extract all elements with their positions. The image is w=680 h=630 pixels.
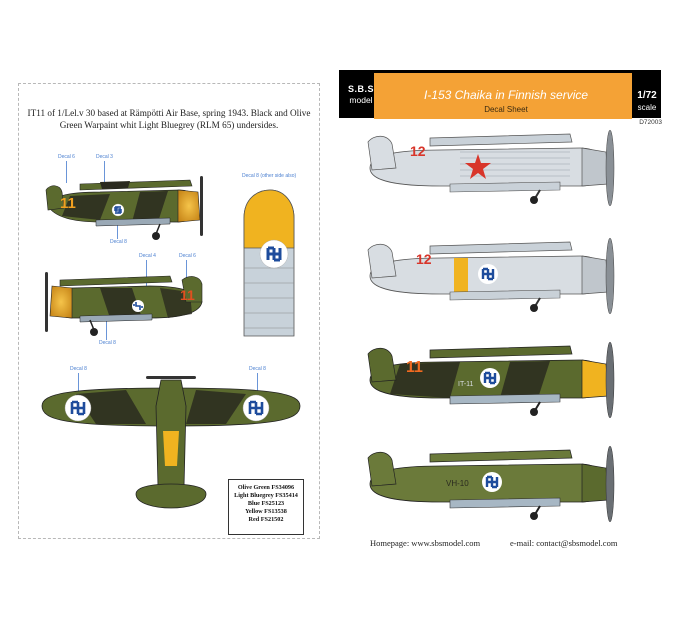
- profile-description: IT11 of 1/Lel.v 30 based at Rämpötti Air Base, spring 1943. Black and Olive Green Warpaint whit Light Bluegrey (RLM 65) undersides.: [27, 108, 311, 130]
- fuselage-code-it-11: IT-11: [458, 381, 474, 388]
- email-link[interactable]: e-mail: contact@sbsmodel.com: [510, 538, 618, 548]
- callout-decal-8-bottom: Decal 8: [99, 340, 116, 346]
- aircraft-profile-1: [360, 124, 630, 204]
- callout-rudder: Decal 8 (other side also): [242, 173, 297, 179]
- product-code: D72003: [639, 119, 662, 126]
- fuselage-code-vh-10: VH-10: [446, 479, 469, 488]
- color-light-bluegrey: Light Bluegrey FS35414: [234, 492, 298, 499]
- fuselage-code-top: 11: [60, 195, 76, 212]
- color-legend: [228, 479, 304, 535]
- color-yellow: Yellow FS13538: [245, 508, 287, 515]
- homepage-link[interactable]: Homepage: www.sbsmodel.com: [370, 538, 481, 548]
- callout-decal-8-right-wing: Decal 8: [249, 366, 266, 372]
- aircraft-profile-4: [360, 440, 630, 520]
- callout-decal-4-bottom: Decal 4: [139, 253, 156, 259]
- color-blue: Blue FS25123: [247, 500, 285, 507]
- scale-label: scale: [637, 103, 657, 112]
- color-olive-green: Olive Green FS34096: [237, 484, 295, 491]
- callout-decal-8-top: Decal 8: [110, 239, 127, 245]
- sheet-subtitle: Decal Sheet: [484, 105, 528, 114]
- sbs-logo: [345, 80, 377, 110]
- aircraft-profile-2: [360, 232, 630, 312]
- logo-text-bottom: model: [349, 95, 373, 105]
- logo-text-top: S.B.S: [347, 84, 374, 94]
- color-red: Red FS21502: [248, 516, 284, 523]
- marking-12-b: 12: [416, 251, 432, 267]
- aircraft-profile-3: [360, 336, 630, 416]
- side-profile-bottom: [40, 266, 210, 338]
- marking-12-a: 12: [410, 143, 426, 159]
- side-profile-top: [40, 170, 210, 242]
- callout-decal-8-left-wing: Decal 8: [70, 366, 87, 372]
- callout-decal-6-bottom: Decal 6: [179, 253, 196, 259]
- callout-decal-6-top: Decal 6: [58, 154, 75, 160]
- scale-value: 1/72: [637, 90, 657, 101]
- sheet-title: I-153 Chaika in Finnish service: [423, 88, 589, 102]
- rudder-view: [240, 188, 298, 338]
- fuselage-code-bottom: 11: [180, 287, 195, 303]
- marking-11: 11: [406, 359, 423, 376]
- callout-decal-3-top: Decal 3: [96, 154, 113, 160]
